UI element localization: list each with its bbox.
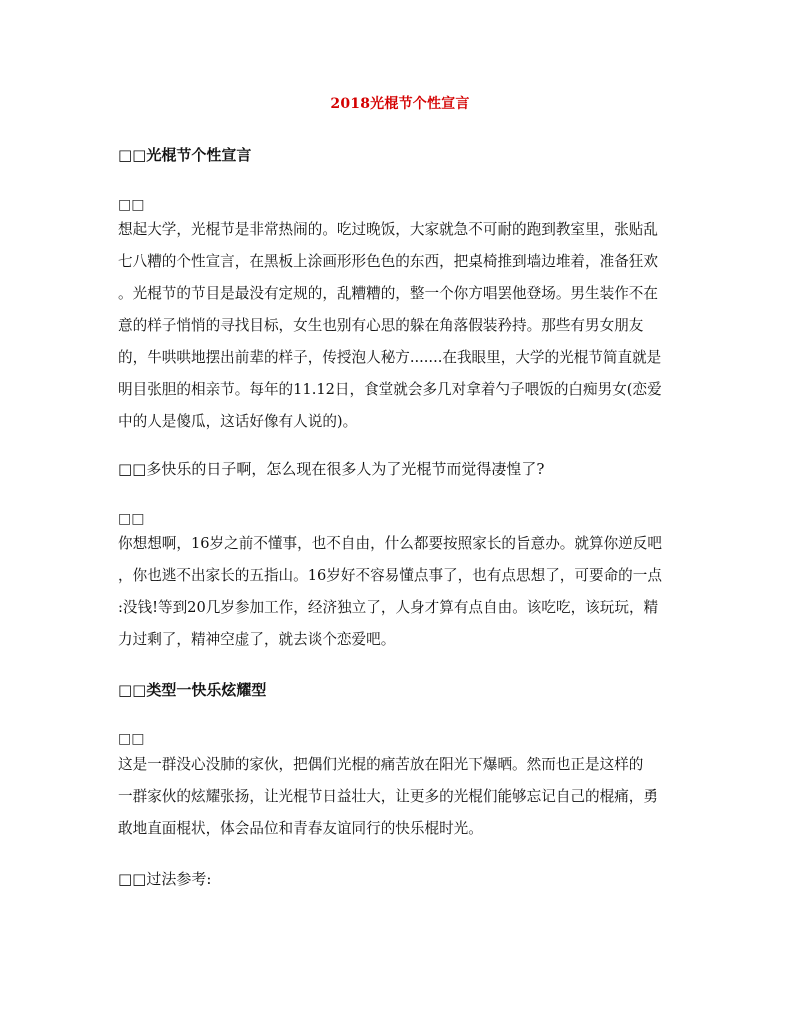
paragraph-line: 中的人是傻瓜，这话好像有人说的)。: [118, 413, 358, 430]
paragraph-marker-2: □□: [118, 511, 145, 527]
paragraph-1: [118, 214, 684, 438]
paragraph-marker-1: □□: [118, 197, 145, 213]
paragraph-line: 想起大学，光棍节是非常热闹的。吃过晚饭，大家就急不可耐的跑到教室里，张贴乱: [118, 221, 658, 238]
paragraph-line: 七八糟的个性宣言，在黑板上涂画形形色色的东西，把桌椅推到墙边堆着，准备狂欢: [118, 253, 658, 270]
paragraph-line: 一群家伙的炫耀张扬，让光棍节日益壮大，让更多的光棍们能够忘记自己的棍痛，勇: [118, 788, 658, 805]
paragraph-3: [118, 749, 684, 845]
paragraph-line: ，你也逃不出家长的五指山。16岁好不容易懂点事了，也有点思想了，可要命的一点: [118, 567, 662, 584]
paragraph-line: 意的样子悄悄的寻找目标，女生也别有心思的躲在角落假装矜持。那些有男女朋友: [118, 317, 644, 334]
paragraph-line: 力过剩了，精神空虚了，就去谈个恋爱吧。: [118, 631, 396, 648]
paragraph-line: 这是一群没心没肺的家伙，把偶们光棍的痛苦放在阳光下爆晒。然而也正是这样的: [118, 756, 644, 773]
paragraph-line: 敢地直面棍状，体会品位和青春友谊同行的快乐棍时光。: [118, 820, 483, 837]
paragraph-line: 的，牛哄哄地摆出前辈的样子，传授泡人秘方.......在我眼里，大学的光棍节简直就是: [118, 349, 662, 366]
section-heading-4: □□过法参考:: [118, 870, 212, 888]
section-heading-1: □□光棍节个性宣言: [118, 146, 252, 164]
paragraph-2: [118, 528, 684, 656]
section-heading-3: □□类型一快乐炫耀型: [118, 681, 267, 699]
paragraph-line: 。光棍节的节目是最没有定规的，乱糟糟的，整一个你方唱罢他登场。男生装作不在: [118, 285, 658, 302]
document-title: 2018光棍节个性宣言: [330, 96, 470, 112]
section-heading-2: □□多快乐的日子啊，怎么现在很多人为了光棍节而觉得凄惶了?: [118, 460, 545, 478]
paragraph-marker-3: □□: [118, 731, 145, 747]
paragraph-line: 明目张胆的相亲节。每年的11.12日，食堂就会多几对拿着勺子喂饭的白痴男女(恋爱: [118, 381, 662, 398]
paragraph-line: :没钱!等到20几岁参加工作，经济独立了，人身才算有点自由。该吃吃，该玩玩，精: [118, 599, 659, 616]
paragraph-line: 你想想啊，16岁之前不懂事，也不自由，什么都要按照家长的旨意办。就算你逆反吧: [118, 535, 662, 552]
